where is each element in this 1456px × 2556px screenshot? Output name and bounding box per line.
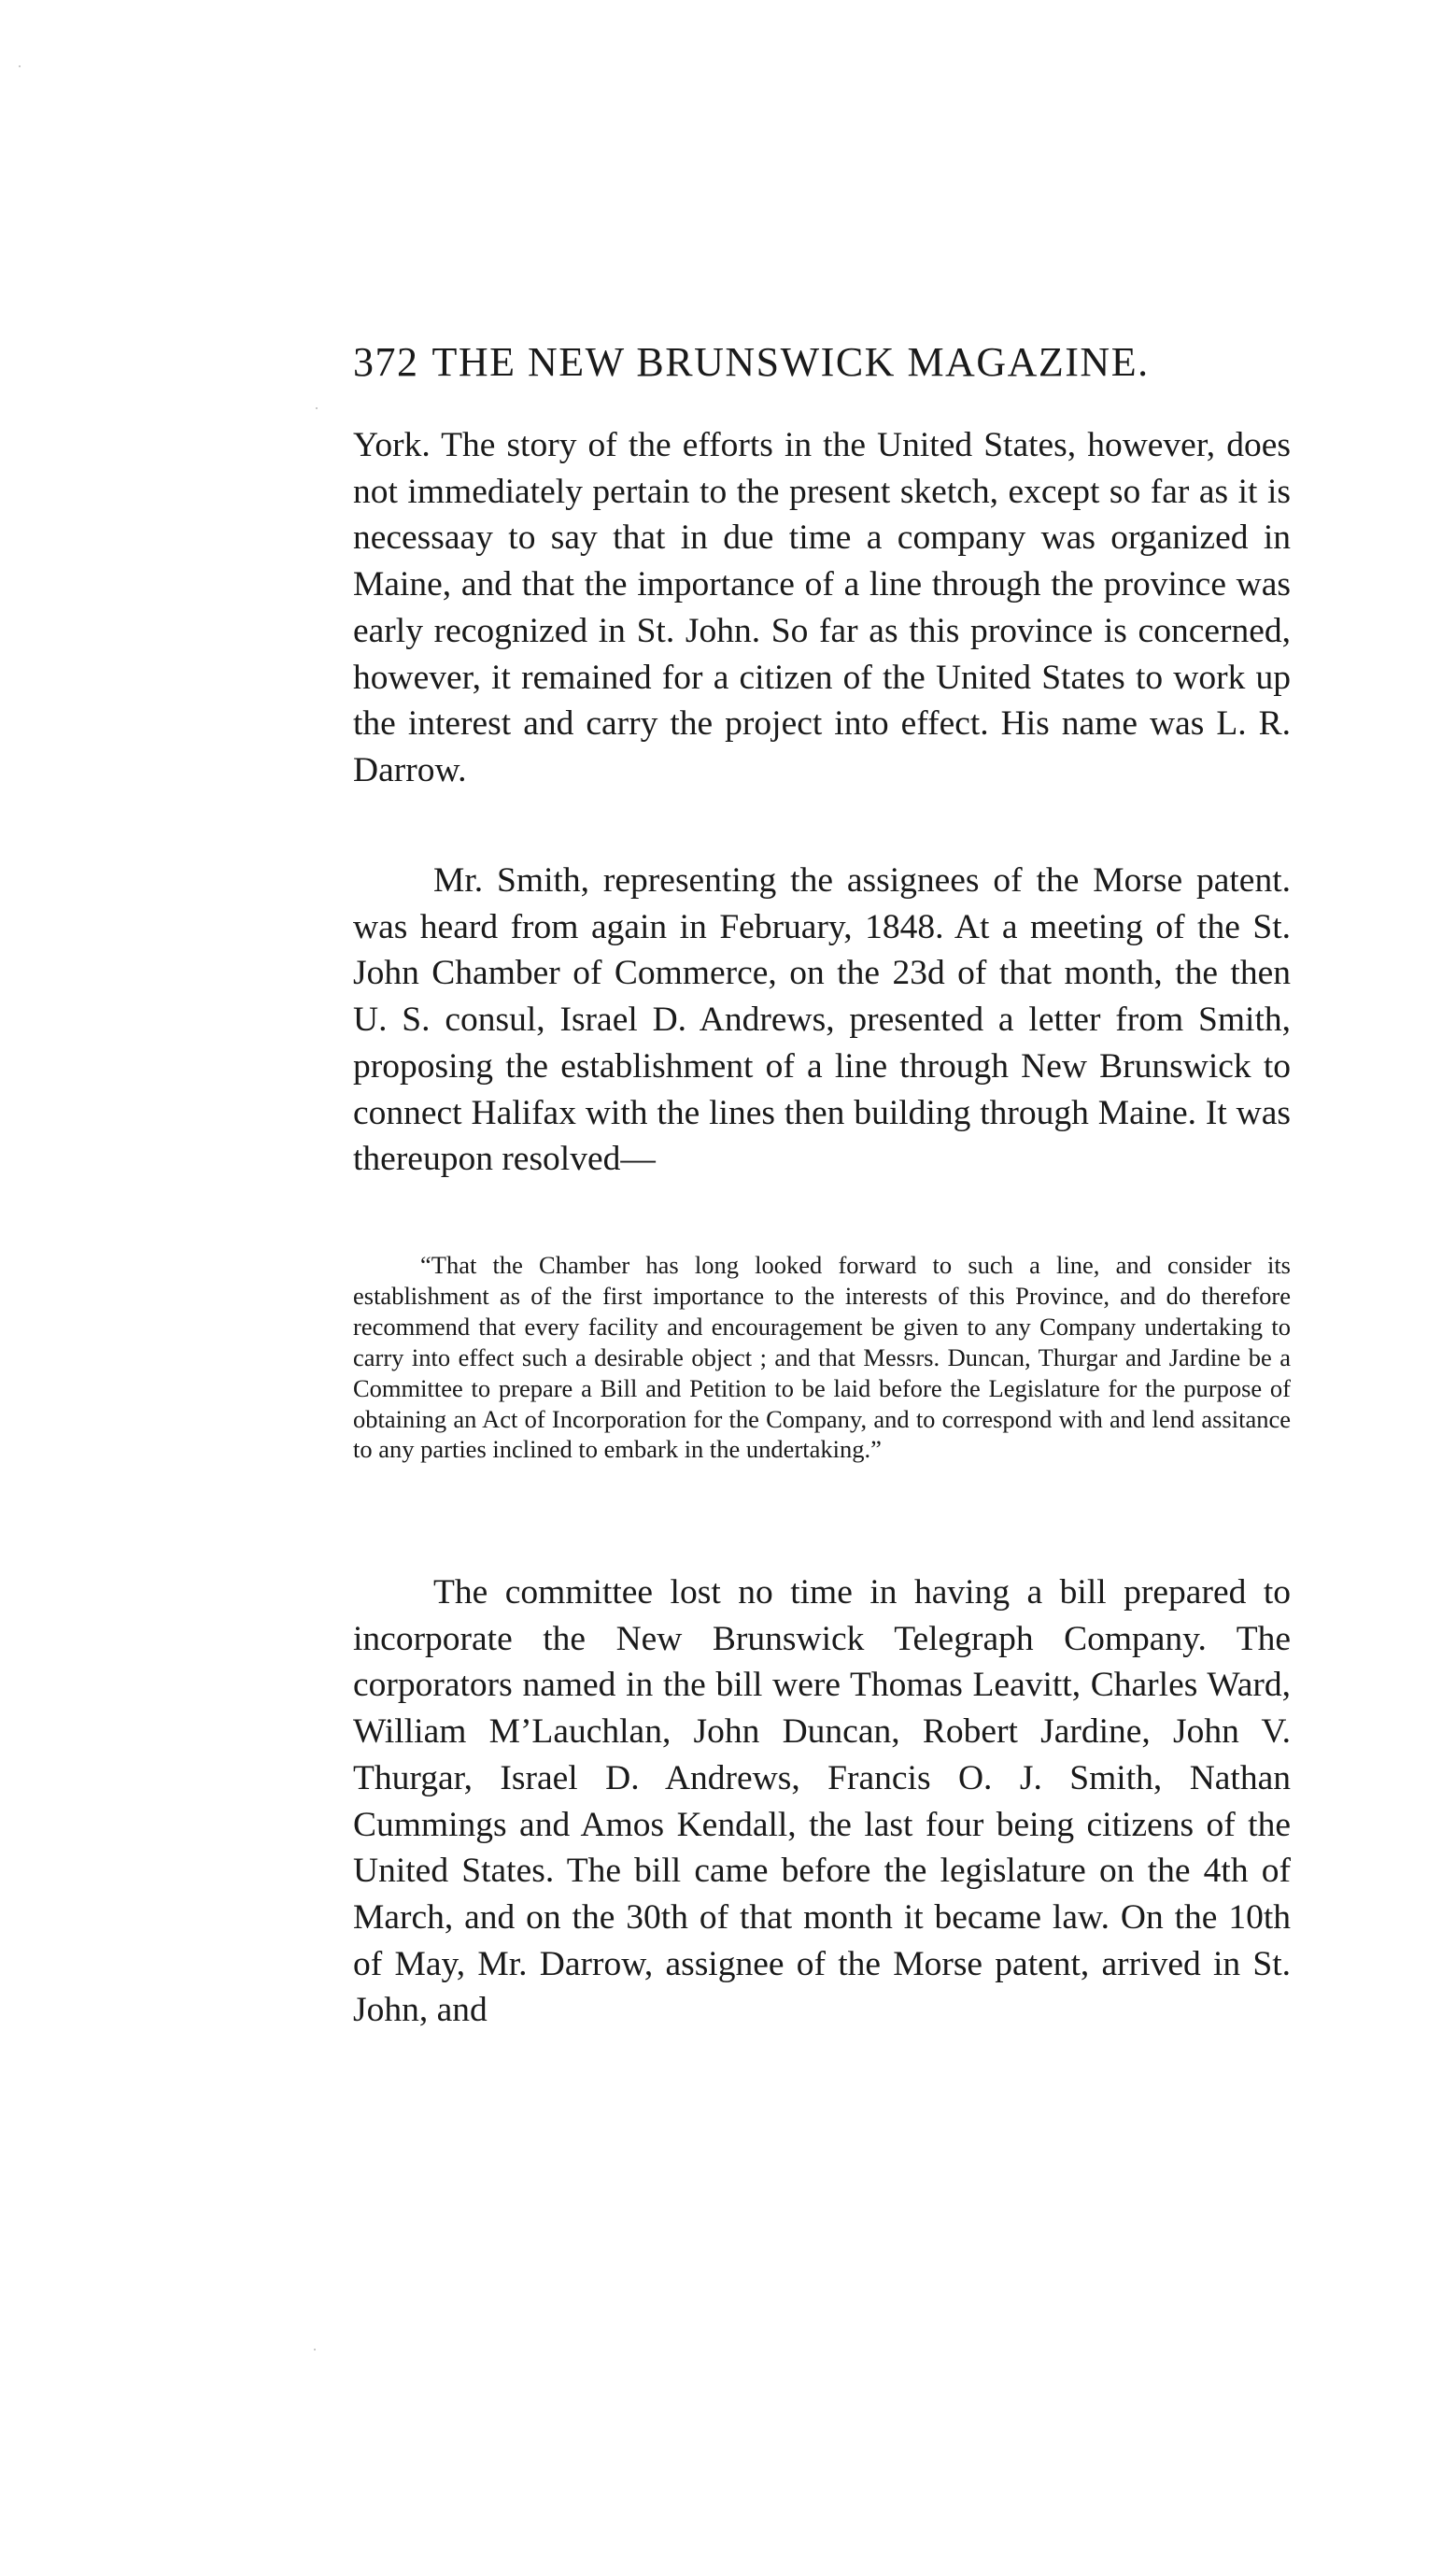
running-head [353,338,1287,386]
block-quote-resolution: “That the Chamber has long looked forward to such a line, and consider its establishment as of the first importance to the interests of this Province, and do therefore recommend that every facility and encouragement be given to any Company undertaking to carry into effect such a desirable object ; and that Messrs. Duncan, Thurgar and Jardine be a Committee to prepare a Bill and Petition to be laid before the Legislature for the purpose of obtaining an Act of Incorporation for the Company, and to correspond with and lend assitance to any parties inclined to embark in the undertaking.” [353,1251,1291,1464]
scan-speck [19,65,21,67]
magazine-title: THE NEW BRUNSWICK MAGAZINE. [431,339,1150,385]
paragraph-smith: Mr. Smith, representing the assignees of the Morse patent. was heard from again in February, 1848. At a meeting of the St. John Chamber of Commerce, on the 23d of that month, the then U. S. consul, Israel D. Andrews, presented a letter from Smith, proposing the establishment of a line through New Brunswick to connect Halifax with the lines then building through Maine. It was thereupon resolved— [353,861,1291,1179]
paragraph-york: York. The story of the efforts in the United States, however, does not immediately pertain to the present sketch, except so far as it is necessaay to say that in due time a company was organized in Maine, and that the importance of a line through the province was early recognized in St. John. So far as this province is concerned, however, it remained for a citizen of the United States to work up the interest and carry the project into effect. His name was L. R. Darrow. [353,426,1291,789]
page-number: 372 [353,339,419,385]
scan-speck [314,2349,316,2350]
paragraph-committee: The committee lost no time in having a bill prepared to incorporate the New Brunswick Telegraph Company. The corporators named in the bill were Thomas Leavitt, Charles Ward, William M’Lauchlan, John Duncan, Robert Jardine, John V. Thurgar, Israel D. Andrews, Francis O. J. Smith, Nathan Cummings and Amos Kendall, the last four being citizens of the United States. The bill came before the legislature on the 4th of March, and on the 30th of that month it became law. On the 10th of May, Mr. Darrow, assignee of the Morse patent, arrived in St. John, and [353,1573,1291,2030]
scan-speck [316,407,318,409]
